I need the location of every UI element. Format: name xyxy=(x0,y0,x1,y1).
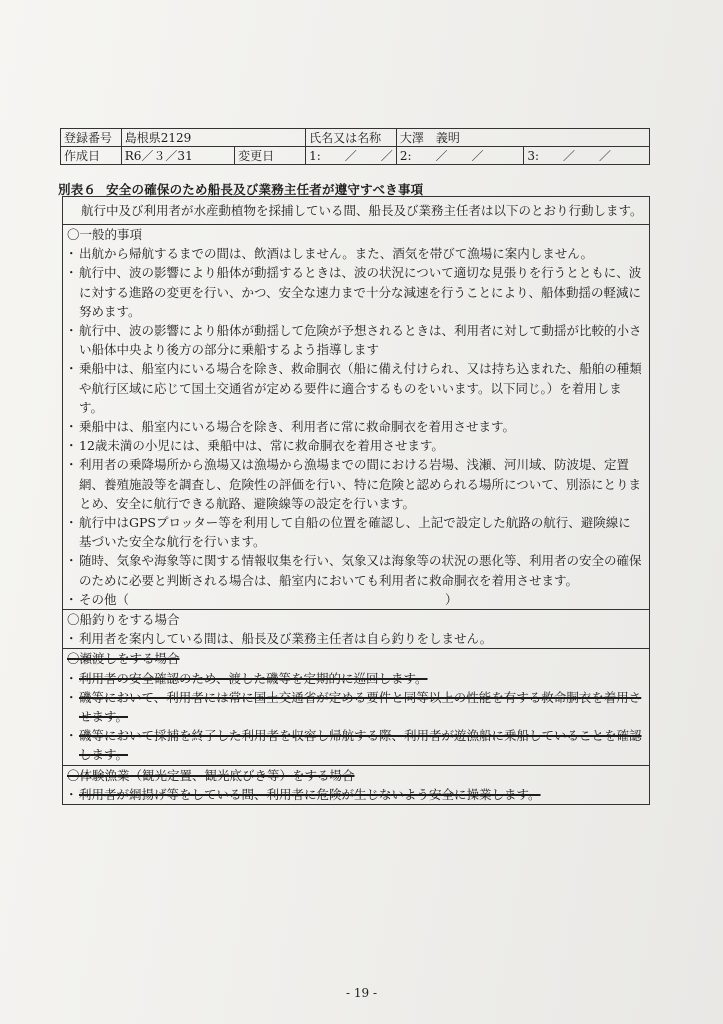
experience-heading: 〇体験漁業（観光定置、観光底びき等）をする場合 xyxy=(63,765,649,785)
name-value: 大澤 義明 xyxy=(396,129,649,147)
list-item: ・ 利用者の安全確認のため、渡した磯等を定期的に巡回します。 xyxy=(63,669,649,688)
reg-number-label: 登録番号 xyxy=(61,129,122,147)
list-item: ・ 乗船中は、船室内にいる場合を除き、救命胴衣（船に備え付けられ、又は持ち込まれた、船舶の種類や航行区域に応じて国土交通省が定める要件に適合するものをいいます。以下同じ。）を着用します。 xyxy=(63,359,649,417)
list-item: ・ 航行中、波の影響により船体が動揺するときは、波の状況について適切な見張りを行うとともに、波に対する進路の変更を行い、かつ、安全な速力まで十分な減速を行うことにより、船体動揺の軽減に努めます。 xyxy=(63,263,649,321)
changed-date-3: 3: ／ ／ xyxy=(524,147,650,165)
reg-number-value: 島根県2129 xyxy=(121,129,305,147)
other-close: ） xyxy=(445,591,458,607)
other-label: その他（ xyxy=(79,591,130,607)
created-date-value: R6／３／31 xyxy=(121,147,234,165)
section-title-text: 安全の確保のため船長及び業務主任者が遵守すべき事項 xyxy=(106,182,424,197)
list-item: ・ 利用者を案内している間は、船長及び業務主任者は自ら釣りをしません。 xyxy=(63,629,649,648)
list-item: ・ 航行中、波の影響により船体が動揺して危険が予想されるときは、利用者に対して動揺が比較的小さい船体中央より後方の部分に乗船するよう指導します xyxy=(63,321,649,359)
page-number: - 19 - xyxy=(345,986,377,1000)
list-item: ・ 随時、気象や海象等に関する情報収集を行い、気象又は海象等の状況の悪化等、利用者の安全の確保のために必要と判断される場合は、船室内においても利用者に救命胴衣を着用させます。 xyxy=(63,551,649,589)
list-item: ・ 利用者の乗降場所から漁場又は漁場から漁場までの間における岩場、浅瀬、河川域、防波堤、定置網、養殖施設等を調査し、危険性の評価を行い、特に危険と認められる場所について、別添にとりまとめ、安全に航行できる航路、避険線等の設定を行います。 xyxy=(63,455,649,513)
fishing-heading: 〇船釣りをする場合 xyxy=(63,609,649,629)
section-number: 別表６ xyxy=(58,182,97,197)
changed-date-label: 変更日 xyxy=(235,147,306,165)
created-date-label: 作成日 xyxy=(61,147,122,165)
list-item: ・ 乗船中は、船室内にいる場合を除き、利用者に常に救命胴衣を着用させます。 xyxy=(63,417,649,436)
changed-date-2: 2: ／ ／ xyxy=(396,147,524,165)
list-item: ・ 出航から帰航するまでの間は、飲酒はしません。また、酒気を帯びて漁場に案内しません。 xyxy=(63,244,649,263)
intro-text: 航行中及び利用者が水産動植物を採捕している間、船長及び業務主任者は以下のとおり行動します。 xyxy=(63,197,649,225)
list-item: ・ 磯等において、利用者には常に国土交通省が定める要件と同等以上の性能を有する救命胴衣を着用させます。 xyxy=(63,688,649,726)
other-item xyxy=(63,590,649,609)
list-item: ・ 利用者が網揚げ等をしている間、利用者に危険が生じないよう安全に操業します。 xyxy=(63,785,649,804)
general-heading: 〇一般的事項 xyxy=(67,227,143,242)
registration-header-table xyxy=(60,128,650,165)
ferry-heading: 〇瀬渡しをする場合 xyxy=(63,648,649,668)
name-label: 氏名又は名称 xyxy=(306,129,397,147)
list-item: ・ 12歳未満の小児には、乗船中は、常に救命胴衣を着用させます。 xyxy=(63,436,649,455)
changed-date-1: 1: ／ ／ xyxy=(306,147,397,165)
rules-box xyxy=(62,196,650,805)
list-item: ・ 航行中はGPSプロッター等を利用して自船の位置を確認し、上記で設定した航路の航行、避険線に基づいた安全な航行を行います。 xyxy=(63,513,649,551)
list-item: ・ 磯等において採捕を終了した利用者を収容し帰航する際、利用者が遊漁船に乗船していることを確認します。 xyxy=(63,726,649,764)
